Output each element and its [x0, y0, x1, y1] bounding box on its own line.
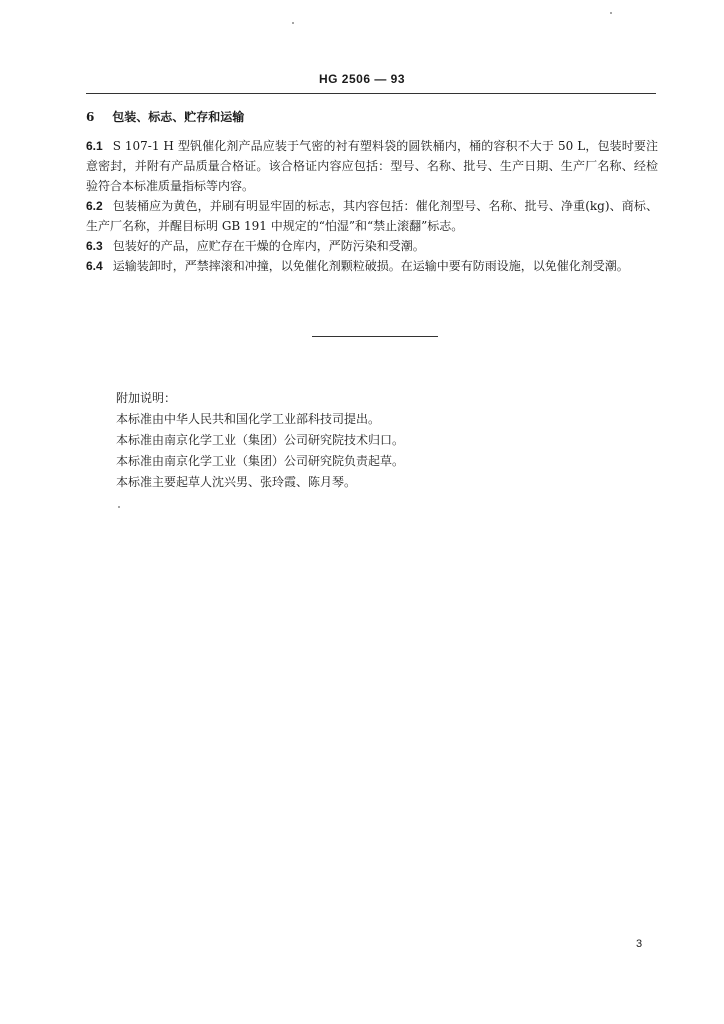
clause-6-3	[86, 236, 658, 256]
clause-6-2	[86, 196, 658, 236]
scan-speck	[118, 506, 120, 508]
appendix-notes	[116, 388, 404, 493]
end-of-text-divider	[312, 336, 438, 337]
section-number: 6	[86, 110, 95, 124]
clause-text: 运输装卸时，严禁摔滚和冲撞，以免催化剂颗粒破损。在运输中要有防雨设施，以免催化剂受潮。	[112, 259, 629, 273]
appendix-title: 附加说明：	[116, 391, 177, 405]
section-title: 包装、标志、贮存和运输	[112, 110, 245, 124]
header-divider	[86, 93, 656, 94]
appendix-line: 本标准由南京化学工业（集团）公司研究院负责起草。	[116, 454, 405, 468]
clause-number: 6.2	[86, 199, 103, 213]
clause-list	[86, 136, 658, 276]
appendix-line: 本标准由中华人民共和国化学工业部科技司提出。	[116, 412, 381, 426]
clause-6-4	[86, 256, 658, 276]
page-number: 3	[636, 938, 643, 950]
scan-speck	[292, 22, 294, 24]
appendix-line: 本标准主要起草人沈兴男、张玲霞、陈月琴。	[116, 475, 357, 489]
clause-6-1	[86, 136, 658, 196]
appendix-line: 本标准由南京化学工业（集团）公司研究院技术归口。	[116, 433, 405, 447]
section-heading	[86, 108, 244, 125]
clause-text: 包装桶应为黄色，并刷有明显牢固的标志，其内容包括：催化剂型号、名称、批号、净重(kg)、商标、生产厂名称，并醒目标明 GB 191 中规定的“怕湿”和“禁止滚翻”标志。	[86, 199, 658, 233]
scan-speck	[610, 12, 612, 14]
clause-number: 6.4	[86, 259, 103, 273]
document-code-header: HG 2506 — 93	[318, 72, 406, 86]
clause-text: S 107-1 H 型钒催化剂产品应装于气密的衬有塑料袋的圆铁桶内，桶的容积不大于 50 L，包装时要注意密封，并附有产品质量合格证。该合格证内容应包括：型号、名称、批号、生产日期、生产厂名称、经检验符合本标准质量指标等内容。	[86, 139, 658, 193]
clause-number: 6.3	[86, 239, 103, 253]
clause-text: 包装好的产品，应贮存在干燥的仓库内，严防污染和受潮。	[112, 239, 425, 253]
clause-number: 6.1	[86, 139, 103, 153]
